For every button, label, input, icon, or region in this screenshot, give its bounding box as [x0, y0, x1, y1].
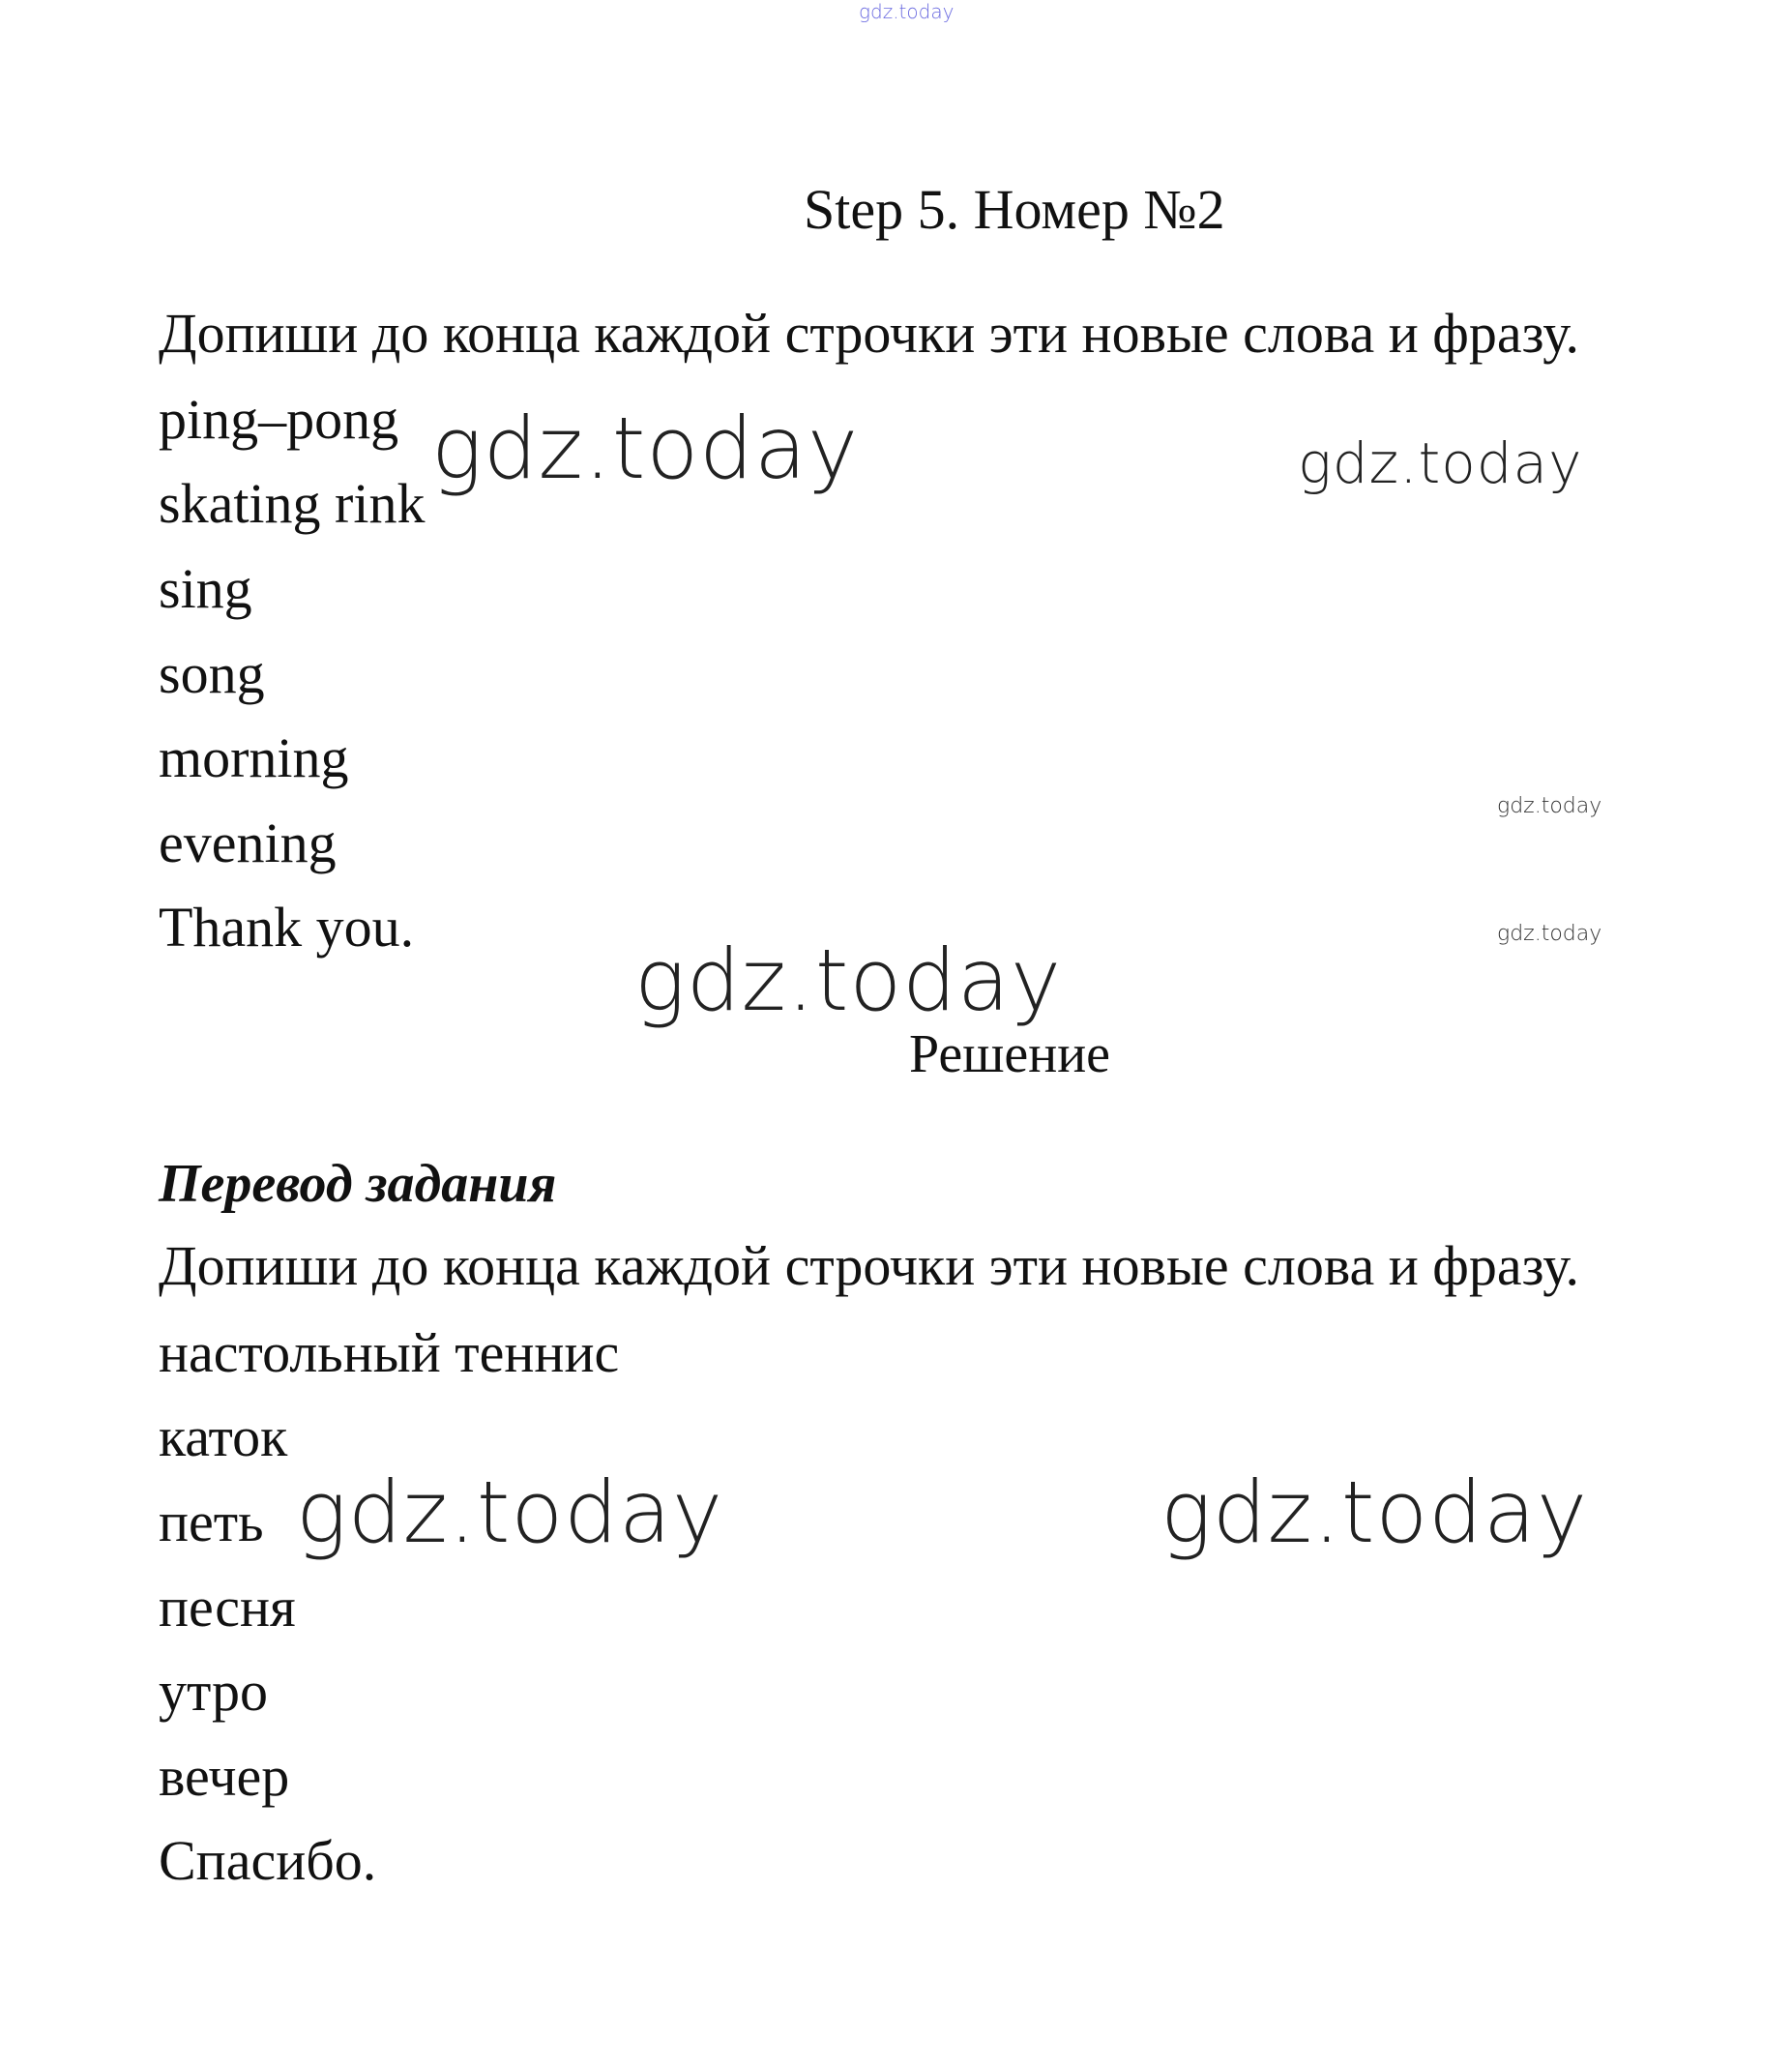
solution-word: каток: [159, 1405, 288, 1468]
solution-word: настольный теннис: [159, 1321, 620, 1384]
solution-word: утро: [159, 1660, 269, 1723]
watermark: gdz.today: [431, 399, 860, 498]
task-title: Step 5. Номер №2: [804, 178, 1225, 241]
watermark: gdz.today: [1497, 794, 1602, 818]
solution-word: вечер: [159, 1745, 290, 1808]
solution-label: Решение: [909, 1024, 1111, 1084]
watermark: gdz.today: [1160, 1462, 1589, 1562]
watermark: gdz.today: [1497, 922, 1602, 946]
solution-word: песня: [159, 1576, 296, 1639]
solution-word: Спасибо.: [159, 1829, 377, 1892]
task-word: Thank you.: [159, 896, 415, 959]
task-word: sing: [159, 557, 252, 620]
watermark: gdz.today: [634, 930, 1063, 1030]
solution-instruction: Допиши до конца каждой строчки эти новые слова и фразу.: [159, 1234, 1579, 1297]
solution-word: петь: [159, 1491, 264, 1553]
task-word: song: [159, 642, 265, 705]
watermark: gdz.today: [296, 1462, 724, 1562]
watermark: gdz.today: [1298, 430, 1583, 496]
task-word: ping–pong: [159, 388, 399, 451]
solution-heading: Перевод задания: [159, 1154, 557, 1214]
task-word: evening: [159, 812, 337, 874]
watermark-top: gdz.today: [859, 0, 955, 23]
task-instruction: Допиши до конца каждой строчки эти новые слова и фразу.: [159, 302, 1579, 365]
task-word: morning: [159, 726, 349, 789]
task-word: skating rink: [159, 472, 426, 535]
